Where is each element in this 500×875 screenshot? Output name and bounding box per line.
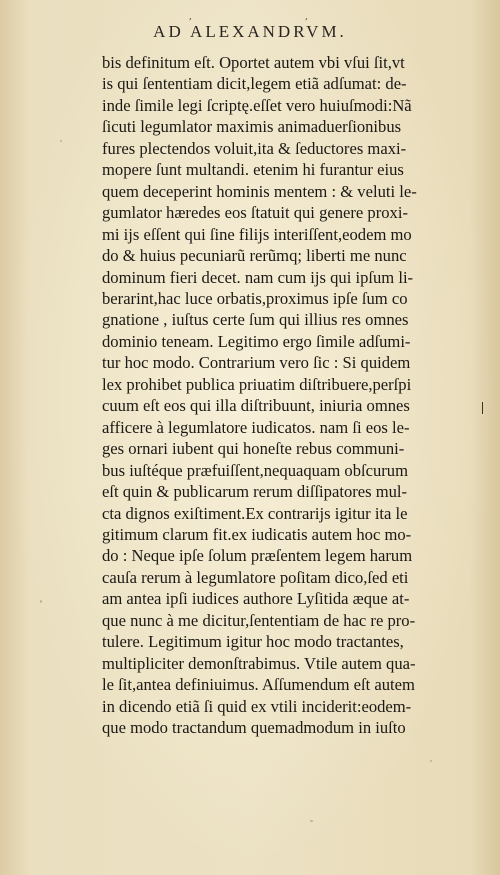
text-line: dominio teneam. Legitimo ergo ſimile adſumi- [102,331,411,351]
text-line: mopere ſunt multandi. etenim hi furantur eius [102,160,404,180]
text-line: am antea ipſi iudices authore Lyſitida æque at- [102,589,410,609]
text-line: ges ornari iubent qui honeſte rebus communi- [102,439,405,459]
text-line: quem deceperint hominis mentem : & veluti le- [102,181,417,201]
text-line: dominum fieri decet. nam cum ijs qui ipſum li- [102,267,414,287]
text-line: do & huius pecuniarũ rerũmq; liberti me nunc [102,246,407,266]
text-line: mi ijs eſſent qui ſine filijs interiſſent,eodem mo [102,224,412,244]
text-line: in dicendo etiã ſi quid ex vtili inciderit:eodem- [102,696,412,716]
text-line: is qui ſententiam dicit,legem etiã adſumat: de- [102,74,407,94]
text-line: le ſit,antea definiuimus. Aſſumendum eſt autem [102,675,415,695]
text-line: inde ſimile legi ſcriptę.eſſet vero huiuſmodi:Nã [102,95,412,115]
text-line: multipliciter demonſtrabimus. Vtile autem qua- [102,653,416,673]
running-head: AD ALEXANDRVM. [153,22,347,41]
paper-speck [60,140,62,142]
text-line: fures plectendos voluit,ita & ſeductores maxi- [102,138,407,158]
ink-mark: , [189,12,192,22]
text-line: gumlator hæredes eos ſtatuit qui genere proxi- [102,203,408,223]
margin-mark [482,402,483,414]
body-text [102,52,472,739]
text-line: ſicuti legumlator maximis animaduerſionibus [102,117,402,137]
text-line: bis definitum eſt. Oportet autem vbi vſui ſit,vt [102,53,405,72]
text-line: que nunc à me dicitur,ſententiam de hac re pro- [102,610,416,630]
text-line: gitimum clarum fit.ex iudicatis autem hoc mo- [102,524,412,544]
text-line: berarint,hac luce orbatis,proximus ipſe ſum co [102,288,408,308]
paper-speck [40,600,42,603]
text-line: cauſa rerum à legumlatore poſitam dico,ſed eti [102,567,409,587]
text-line: tulere. Legitimum igitur hoc modo tractantes, [102,632,404,652]
text-line: lex prohibet publica priuatim diſtribuere,perſpi [102,374,412,394]
text-line: que modo tractandum quemadmodum in iuſto [102,718,406,738]
text-line: cuum eſt eos qui illa diſtribuunt, iniuria omnes [102,396,410,416]
text-line: tur hoc modo. Contrarium vero ſic : Si quidem [102,353,411,373]
ink-mark: , [305,12,308,22]
paper-speck [430,760,432,762]
text-line: afficere à legumlatore iudicatos. nam ſi eos le- [102,417,410,437]
text-line: cta dignos exiſtiment.Ex contrarijs igitur ita le [102,503,408,523]
text-line: do : Neque ipſe ſolum præſentem legem harum [102,546,413,566]
text-line: bus iuſtéque præfuiſſent,nequaquam obſcurum [102,460,408,480]
text-line: eſt quin & publicarum rerum diſſipatores mul- [102,482,408,502]
paper-speck [310,820,313,822]
text-line: gnatione , iuſtus certe ſum qui illius res omnes [102,310,409,330]
